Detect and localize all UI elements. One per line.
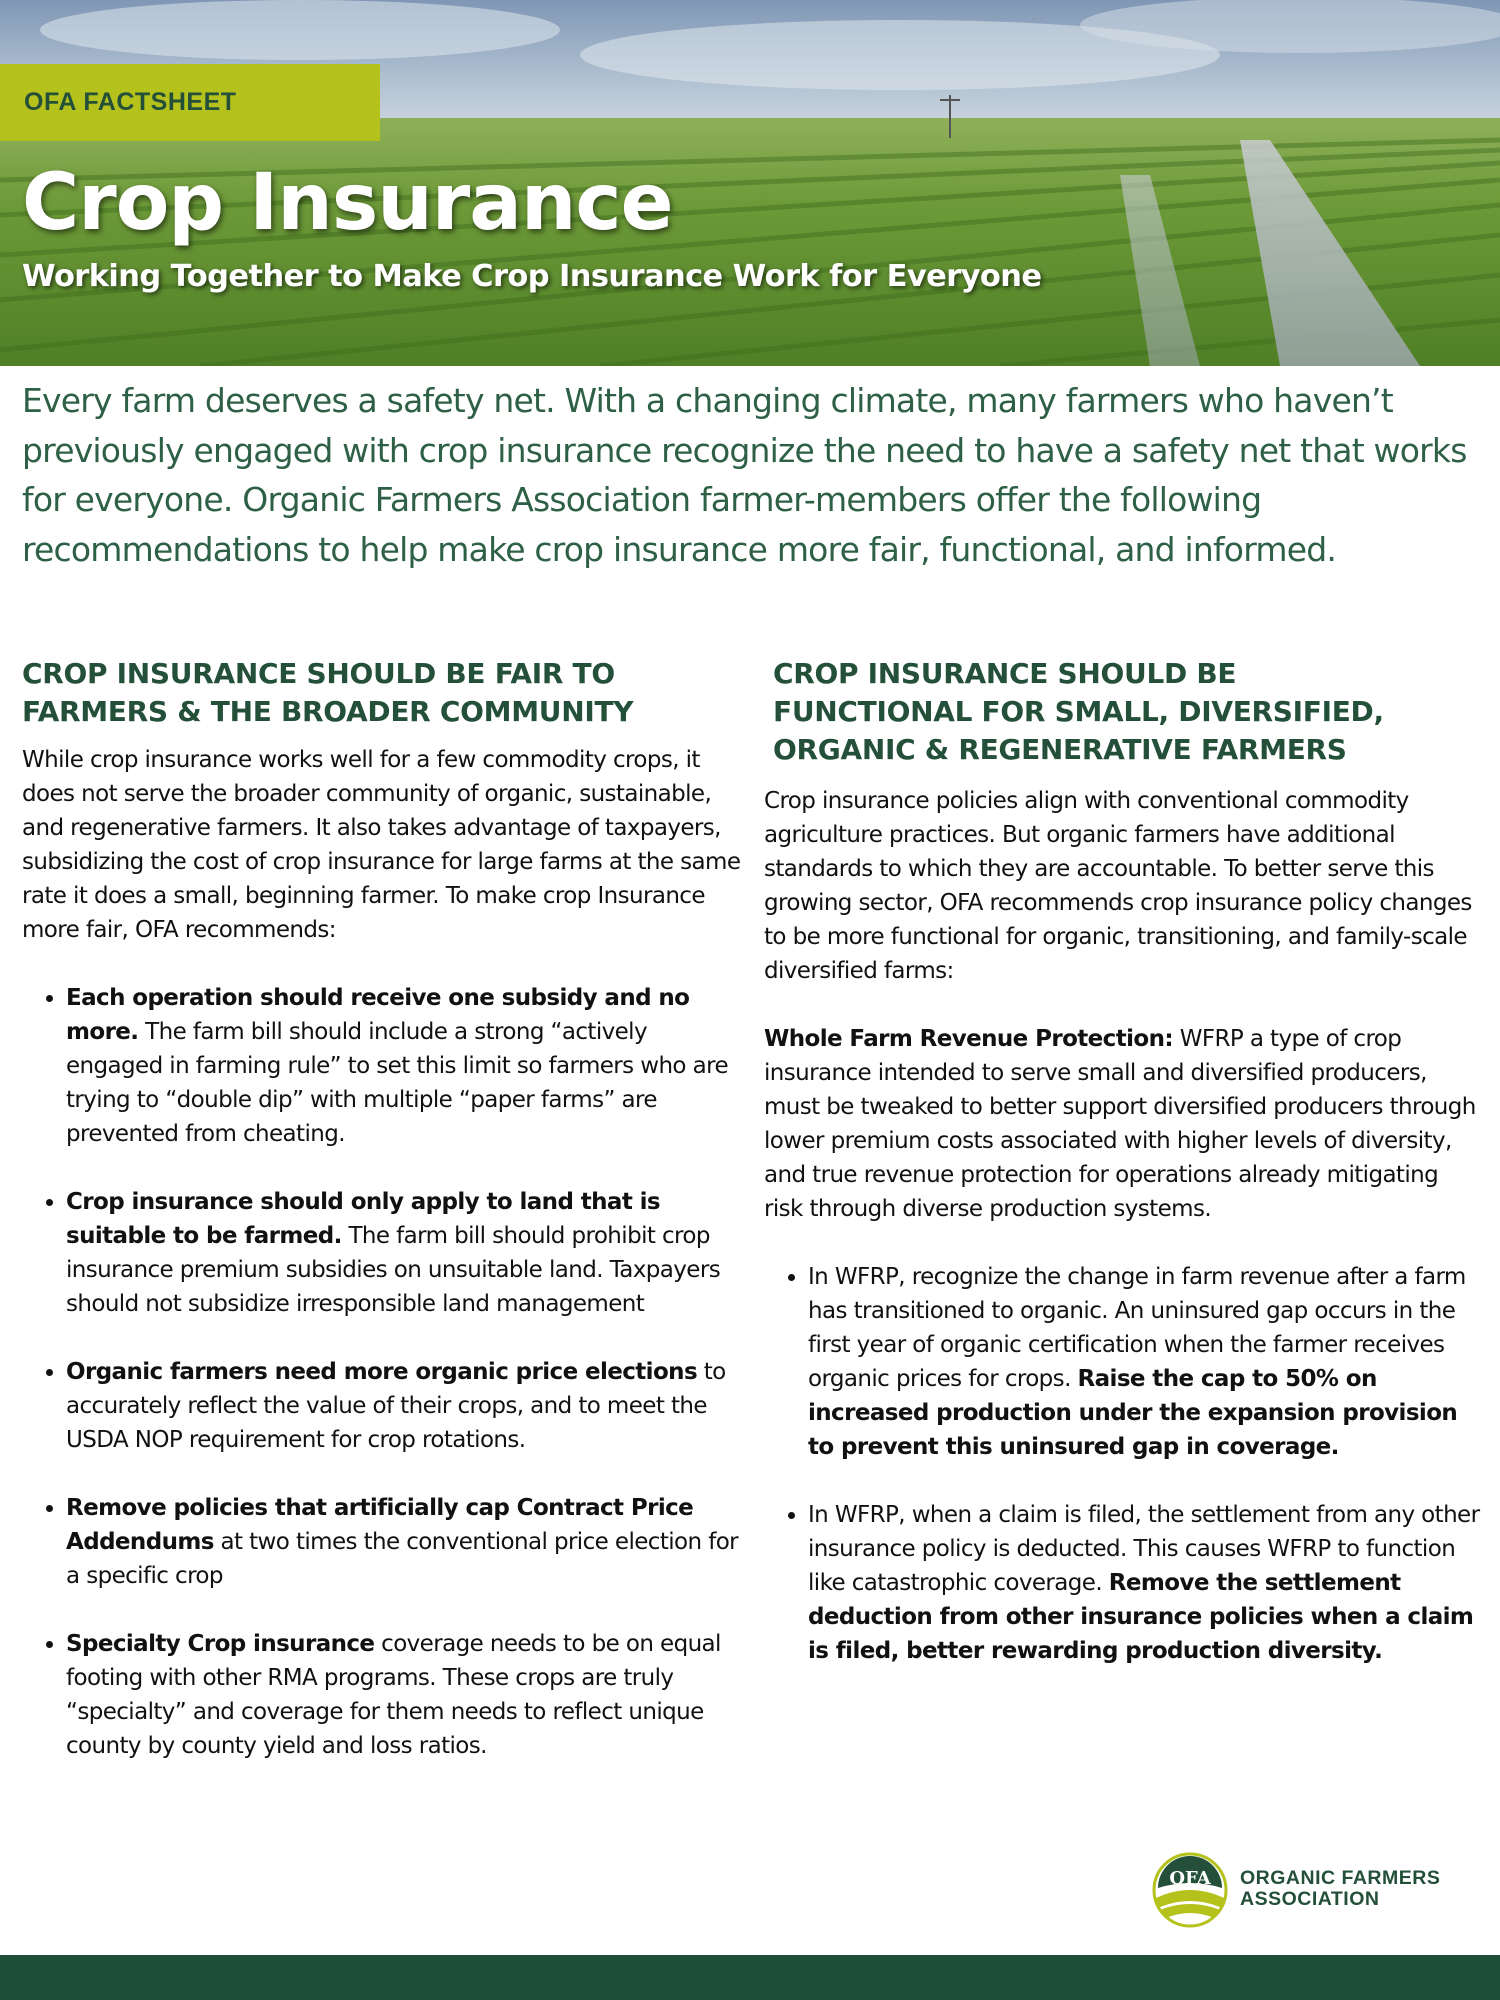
intro-paragraph: Every farm deserves a safety net. With a changing climate, many farmers who haven’t previously engaged with crop insurance recognize the need to have a safety net that works for everyone. Organic Farmers Association farmer-members offer the following recommendations to help make crop insurance more fair, functional, and informed. bbox=[22, 381, 1467, 569]
wfrp-paragraph bbox=[764, 1022, 1480, 1226]
page-subtitle: Working Together to Make Crop Insurance Work for Everyone bbox=[22, 259, 1042, 294]
list-item bbox=[808, 1260, 1480, 1464]
right-recommendations-list bbox=[764, 1260, 1480, 1668]
logo-mark-text: OFA bbox=[1169, 1868, 1211, 1889]
list-item bbox=[66, 1491, 742, 1593]
right-heading-line-2: FUNCTIONAL FOR SMALL, DIVERSIFIED, bbox=[773, 695, 1384, 728]
badge-label: OFA FACTSHEET bbox=[24, 88, 237, 116]
footer-bar bbox=[0, 1955, 1500, 2000]
page-title: Crop Insurance bbox=[22, 158, 673, 248]
list-item-text: In WFRP, when a claim is filed, the settlement from any other insurance policy is deducted. This causes WFRP to function like catastrophic coverage. bbox=[808, 1502, 1480, 1596]
list-item-text: at two times the conventional price election for a specific crop bbox=[66, 1529, 739, 1589]
list-item bbox=[66, 981, 742, 1151]
right-heading-line-1: CROP INSURANCE SHOULD BE bbox=[773, 657, 1237, 690]
list-item bbox=[66, 1627, 742, 1763]
left-heading-line-1: CROP INSURANCE SHOULD BE FAIR TO bbox=[22, 657, 615, 690]
list-item-text: The farm bill should prohibit crop insurance premium subsidies on unsuitable land. Taxpayers should not subsidize irresponsible land management bbox=[66, 1223, 721, 1317]
right-column bbox=[764, 655, 1480, 1668]
right-heading bbox=[773, 655, 1480, 769]
list-item-bold: Crop insurance should only apply to land that is suitable to be farmed. bbox=[66, 1189, 660, 1249]
hero-banner bbox=[0, 0, 1500, 366]
left-recommendations-list bbox=[22, 981, 742, 1763]
right-heading-line-3: ORGANIC & REGENERATIVE FARMERS bbox=[773, 733, 1347, 766]
wfrp-bold-label: Whole Farm Revenue Protection: bbox=[764, 1026, 1173, 1052]
list-item-bold: Specialty Crop insurance bbox=[66, 1631, 375, 1657]
logo-line-1: ORGANIC FARMERS bbox=[1240, 1867, 1441, 1889]
left-heading-line-2: FARMERS & THE BROADER COMMUNITY bbox=[22, 695, 634, 728]
list-item-bold: Remove policies that artificially cap Contract Price Addendums bbox=[66, 1495, 694, 1555]
list-item-text: coverage needs to be on equal footing with other RMA programs. These crops are truly “specialty” and coverage for them needs to reflect unique county by county yield and loss ratios. bbox=[66, 1631, 721, 1759]
logo-wordmark bbox=[1240, 1868, 1440, 1910]
list-item bbox=[66, 1355, 742, 1457]
left-column bbox=[22, 655, 742, 1763]
left-lead-paragraph: While crop insurance works well for a few commodity crops, it does not serve the broader community of organic, sustainable, and regenerative farmers. It also takes advantage of taxpayers, subsidizing the cost of crop insurance for large farms at the same rate it does a small, beginning farmer. To make crop Insurance more fair, OFA recommends: bbox=[22, 747, 741, 943]
wfrp-text: WFRP a type of crop insurance intended to serve small and diversified producers, must be tweaked to better support diversified producers through lower premium costs associated with higher levels of diversity, and true revenue protection for operations already mitigating risk through diverse production systems. bbox=[764, 1026, 1476, 1222]
ofa-logo-mark-icon bbox=[1152, 1852, 1228, 1928]
list-item-bold: Organic farmers need more organic price elections bbox=[66, 1359, 698, 1385]
list-item-text: The farm bill should include a strong “actively engaged in farming rule” to set this limit so farmers who are trying to “double dip” with multiple “paper farms” are prevented from cheating. bbox=[66, 1019, 729, 1147]
list-item-text: to accurately reflect the value of their crops, and to meet the USDA NOP requirement for crop rotations. bbox=[66, 1359, 726, 1453]
list-item-bold: Remove the settlement deduction from other insurance policies when a claim is filed, better rewarding production diversity. bbox=[808, 1570, 1474, 1664]
list-item bbox=[808, 1498, 1480, 1668]
list-item-bold: Each operation should receive one subsidy and no more. bbox=[66, 985, 690, 1045]
list-item-text: In WFRP, recognize the change in farm revenue after a farm has transitioned to organic. An uninsured gap occurs in the first year of organic certification when the farmer receives organic prices for crops. bbox=[808, 1264, 1466, 1392]
logo-line-2: ASSOCIATION bbox=[1240, 1888, 1380, 1910]
list-item-bold: Raise the cap to 50% on increased production under the expansion provision to prevent this uninsured gap in coverage. bbox=[808, 1366, 1458, 1460]
factsheet-badge bbox=[0, 64, 380, 141]
left-heading bbox=[22, 655, 742, 731]
list-item bbox=[66, 1185, 742, 1321]
right-lead-paragraph: Crop insurance policies align with conventional commodity agriculture practices. But organic farmers have additional standards to which they are accountable. To better serve this growing sector, OFA recommends crop insurance policy changes to be more functional for organic, transitioning, and family-scale diversified farms: bbox=[764, 788, 1472, 984]
ofa-logo bbox=[1152, 1852, 1452, 1928]
